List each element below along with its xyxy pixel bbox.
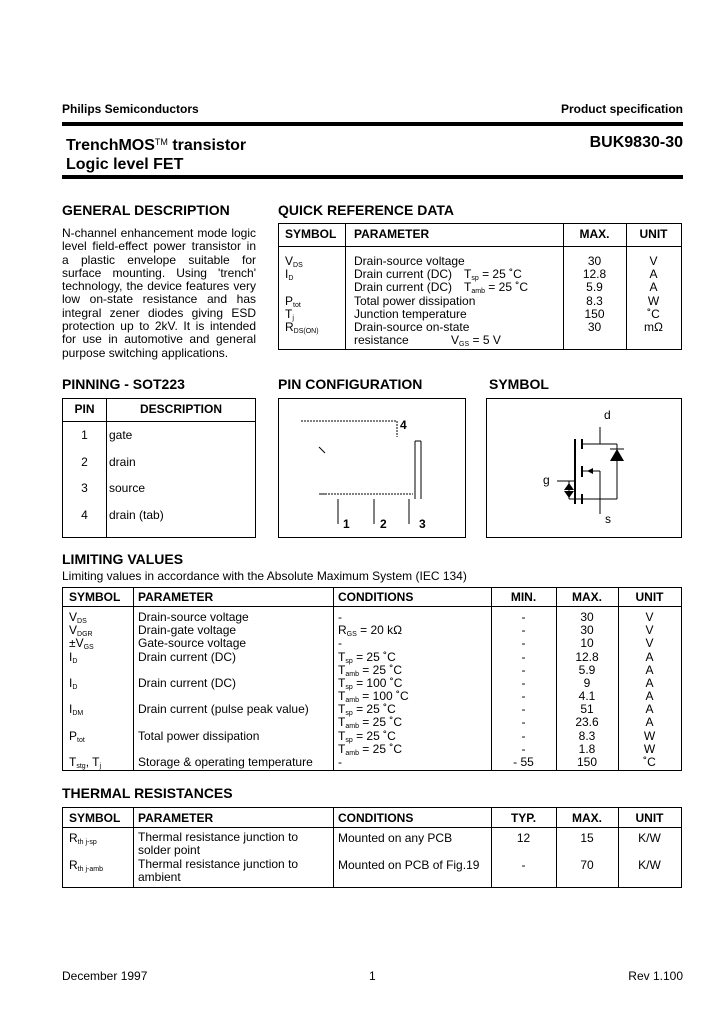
qrd-max: 5.9 — [586, 280, 603, 295]
qrd-table-frame: SYMBOL PARAMETER MAX. UNIT $V_{DS}$ Drain-source voltage 30 V $I_D$ Drain current (DC) $T_{sp} = 25$ ˚C 12.8 A Drain current (DC) $T_{amb} = 25$ ˚C 5.9 A $P_{tot}$ Total power dissipation 8.3 W $T_j$ Junction temperature 150 ˚C $R_{DS(ON)}$ Drain-source on-state 30 mΩ resistance $V_{GS} = 5$ V — [278, 223, 682, 350]
limiting-unit: A — [645, 676, 654, 690]
pinning-table: PIN DESCRIPTION 1 gate 2 drain 3 source 4 drain (tab) — [62, 398, 256, 538]
general-heading: GENERAL DESCRIPTION — [62, 202, 230, 218]
qrd-heading: QUICK REFERENCE DATA — [278, 202, 455, 218]
part-number: BUK9830-30 — [589, 134, 683, 151]
qrd-parameter: Total power dissipation — [354, 293, 476, 308]
qrd-symbol: $P_{tot}$ — [285, 293, 301, 309]
header-rule — [62, 122, 683, 126]
limiting-symbol: $I_D$ — [69, 676, 78, 691]
qrd-condition: $T_{sp} = 25$ ˚C — [464, 267, 522, 283]
limiting-symbol: $V_{DGR}$ — [69, 623, 93, 638]
thermal-unit: K/W — [638, 831, 661, 845]
limiting-parameter: Drain current (DC) — [138, 650, 237, 664]
limiting-subtitle: Limiting values in accordance with the Absolute Maximum System (IEC 134) — [62, 569, 467, 583]
qrd-max: 8.3 — [586, 293, 603, 308]
limiting-condition: - — [338, 636, 342, 650]
pinning-heading: PINNING - SOT223 — [62, 376, 185, 392]
qrd-max: 30 — [587, 320, 602, 334]
company-name: Philips Semiconductors — [62, 102, 199, 116]
limiting-unit: V — [645, 636, 654, 650]
footer-page: 1 — [369, 969, 376, 983]
page-title: TrenchMOS™ transistor Logic level FET — [66, 137, 247, 173]
limiting-min: - — [521, 702, 526, 716]
limiting-condition: $T_{amb} = 25$ ˚C — [338, 715, 402, 730]
thermal-max: 15 — [580, 831, 594, 845]
limiting-max: 5.9 — [578, 663, 596, 677]
limiting-unit: V — [645, 623, 654, 637]
pin-description: drain — [109, 454, 136, 469]
qrd-max: 150 — [584, 306, 605, 321]
limiting-max: 30 — [580, 610, 594, 624]
limiting-symbol: $T_{stg}$, $T_j$ — [69, 755, 102, 770]
thermal-symbol: $R_{th j-sp}$ — [69, 831, 97, 846]
limiting-unit: ˚C — [643, 755, 656, 769]
symbol-heading: SYMBOL — [489, 376, 549, 392]
footer-date: December 1997 — [62, 969, 148, 983]
qrd-parameter: Junction temperature — [354, 306, 467, 321]
limiting-min: - — [521, 650, 526, 664]
title-rule — [62, 175, 683, 179]
limiting-condition: $T_{sp} = 25$ ˚C — [338, 702, 396, 717]
limiting-max: 9 — [583, 676, 591, 690]
limiting-symbol: $I_D$ — [69, 650, 78, 665]
thermal-typ: 12 — [516, 831, 531, 845]
limiting-min: - — [521, 636, 526, 650]
limiting-unit: V — [645, 610, 654, 624]
symbol-drain-label: d — [604, 408, 611, 422]
limiting-unit: A — [645, 663, 654, 677]
pinconfig-heading: PIN CONFIGURATION — [278, 376, 423, 392]
qrd-symbol: $R_{DS(ON)}$ — [285, 320, 319, 335]
limiting-max: 4.1 — [578, 689, 596, 703]
limiting-condition: $R_{GS} = 20$ kΩ — [338, 623, 403, 638]
limiting-condition: $T_{amb} = 25$ ˚C — [338, 742, 402, 757]
thermal-heading: THERMAL RESISTANCES — [62, 785, 233, 801]
limiting-symbol: $\pm V_{GS}$ — [69, 636, 94, 651]
limiting-max: 1.8 — [578, 742, 596, 756]
mosfet-symbol — [487, 399, 681, 537]
limiting-max: 23.6 — [575, 715, 599, 729]
limiting-min: - — [521, 663, 526, 677]
pin-number: 3 — [81, 481, 88, 495]
limiting-condition: $T_{sp} = 25$ ˚C — [338, 729, 396, 744]
thermal-parameter: Thermal resistance junction to ambient — [138, 857, 299, 884]
thermal-unit: K/W — [638, 858, 661, 872]
limiting-min: - — [521, 623, 526, 637]
pin-label-1: 1 — [343, 517, 350, 531]
limiting-max: 150 — [576, 755, 598, 769]
limiting-unit: A — [645, 650, 654, 664]
qrd-unit: A — [649, 267, 658, 282]
limiting-parameter: Drain current (DC) — [138, 676, 237, 690]
limiting-max: 12.8 — [575, 650, 599, 664]
thermal-parameter: Thermal resistance junction to solder point — [138, 830, 299, 857]
limiting-condition: - — [338, 610, 342, 624]
qrd-parameter: resistance — [354, 333, 409, 348]
qrd-max: 12.8 — [582, 267, 607, 282]
limiting-max: 30 — [580, 623, 594, 637]
limiting-unit: W — [643, 742, 656, 756]
limiting-heading: LIMITING VALUES — [62, 551, 184, 567]
limiting-min: - — [521, 676, 526, 690]
limiting-parameter: Gate-source voltage — [138, 636, 247, 650]
limiting-condition: $T_{sp} = 25$ ˚C — [338, 650, 396, 665]
symbol-gate-label: g — [543, 473, 550, 487]
pin-number: 1 — [81, 428, 88, 442]
symbol-diagram — [486, 398, 682, 538]
general-description: N-channel enhancement mode logic level field-effect power transistor in a plastic envelope suitable for surface mounting. Using 'trench' technology, the device features very low on-state resistance and has integral zener diodes giving ESD protection up to 2kV. It is intended for use in automotive and general purpose switching applications. — [62, 226, 256, 360]
thermal-max: 70 — [580, 858, 594, 872]
limiting-unit: W — [643, 729, 656, 743]
pin-number: 4 — [81, 507, 88, 522]
qrd-unit: A — [649, 280, 658, 295]
limiting-min: - — [521, 610, 526, 624]
thermal-table: SYMBOL PARAMETER CONDITIONS TYP. MAX. UNIT $R_{th j-sp}$ Thermal resistance junction to solder point Mounted on any PCB 12 15 K/W $R_{th j-amb}$ Thermal resistance junction to ambient Mounted on PCB of Fig.19 - 70 K/W — [62, 807, 682, 888]
limiting-unit: A — [645, 702, 654, 716]
pin-description: source — [109, 481, 146, 495]
qrd-symbol: $I_D$ — [285, 267, 294, 283]
qrd-parameter: Drain current (DC) — [354, 280, 453, 295]
limiting-parameter: Drain-gate voltage — [138, 623, 237, 637]
limiting-symbol: $P_{tot}$ — [69, 729, 85, 744]
limiting-parameter: Storage & operating temperature — [138, 755, 313, 769]
limiting-min: - — [521, 715, 526, 729]
doc-type: Product specification — [560, 102, 683, 116]
limiting-parameter: Drain-source voltage — [138, 610, 249, 624]
qrd-unit: W — [647, 293, 660, 308]
pin-label-4: 4 — [400, 418, 407, 432]
pin-number: 2 — [81, 454, 88, 469]
limiting-condition: $T_{amb} = 100$ ˚C — [338, 689, 409, 704]
qrd-unit: V — [649, 254, 658, 268]
qrd-parameter: Drain-source on-state — [354, 320, 470, 334]
limiting-min: - — [521, 742, 526, 756]
limiting-condition: $T_{sp} = 100$ ˚C — [338, 676, 403, 691]
limiting-unit: A — [645, 715, 654, 729]
pin-label-3: 3 — [419, 517, 426, 531]
limiting-parameter: Drain current (pulse peak value) — [138, 702, 309, 716]
qrd-condition: $V_{GS} = 5$ V — [451, 333, 501, 349]
limiting-unit: A — [645, 689, 654, 703]
footer-revision: Rev 1.100 — [628, 969, 683, 983]
limiting-min: - — [521, 729, 526, 743]
limiting-table: SYMBOL PARAMETER CONDITIONS MIN. MAX. UNIT $V_{DS}$ Drain-source voltage - - 30 V $V_{DGR}$ Drain-gate voltage $R_{GS} = 20$ kΩ - 30 V $\pm V_{GS}$ Gate-source voltage - - 10 V $I_D$ Drain current (DC) $T_{sp} = 25$ ˚C - 12.8 A $T_{amb} = 25$ ˚C - 5.9 A $I_D$ Drain current (DC) $T_{sp} = 100$ ˚C - 9 A $T_{amb} = 100$ ˚C - 4.1 A $I_{DM}$ Drain current (pulse peak value) $T_{sp} = 25$ ˚C - 51 A $T_{amb} = 25$ ˚C - 23.6 A $P_{tot}$ Total power dissipation $T_{sp} = 25$ ˚C - 8.3 W $T_{amb} = 25$ ˚C - 1.8 W $T_{stg}$, $T_j$ Storage & operating temperature - - 55 150 ˚C — [62, 587, 682, 771]
qrd-unit: ˚C — [647, 306, 660, 321]
sot223-package-drawing — [279, 399, 465, 537]
qrd-condition: $T_{amb} = 25$ ˚C — [464, 280, 528, 296]
limiting-condition: $T_{amb} = 25$ ˚C — [338, 663, 402, 678]
limiting-max: 10 — [580, 636, 594, 650]
pin-label-2: 2 — [380, 517, 387, 531]
qrd-parameter: Drain current (DC) — [354, 267, 453, 282]
limiting-symbol: $I_{DM}$ — [69, 702, 84, 717]
limiting-min: - 55 — [513, 755, 534, 769]
limiting-min: - — [521, 689, 526, 703]
qrd-parameter: Drain-source voltage — [354, 254, 465, 268]
limiting-max: 8.3 — [578, 729, 596, 743]
limiting-max: 51 — [580, 702, 594, 716]
qrd-symbol: $T_j$ — [285, 306, 294, 322]
qrd-max: 30 — [587, 254, 602, 268]
pinconfig-diagram — [278, 398, 466, 538]
limiting-symbol: $V_{DS}$ — [69, 610, 87, 625]
pin-description: drain (tab) — [109, 507, 164, 522]
pin-description: gate — [109, 428, 133, 442]
qrd-symbol: $V_{DS}$ — [285, 254, 303, 269]
thermal-symbol: $R_{th j-amb}$ — [69, 858, 103, 873]
limiting-parameter: Total power dissipation — [138, 729, 260, 743]
qrd-unit: mΩ — [644, 320, 663, 334]
thermal-condition: Mounted on any PCB — [338, 831, 453, 845]
thermal-typ: - — [521, 858, 526, 872]
limiting-condition: - — [338, 755, 342, 769]
symbol-source-label: s — [605, 512, 611, 526]
thermal-condition: Mounted on PCB of Fig.19 — [338, 858, 480, 872]
